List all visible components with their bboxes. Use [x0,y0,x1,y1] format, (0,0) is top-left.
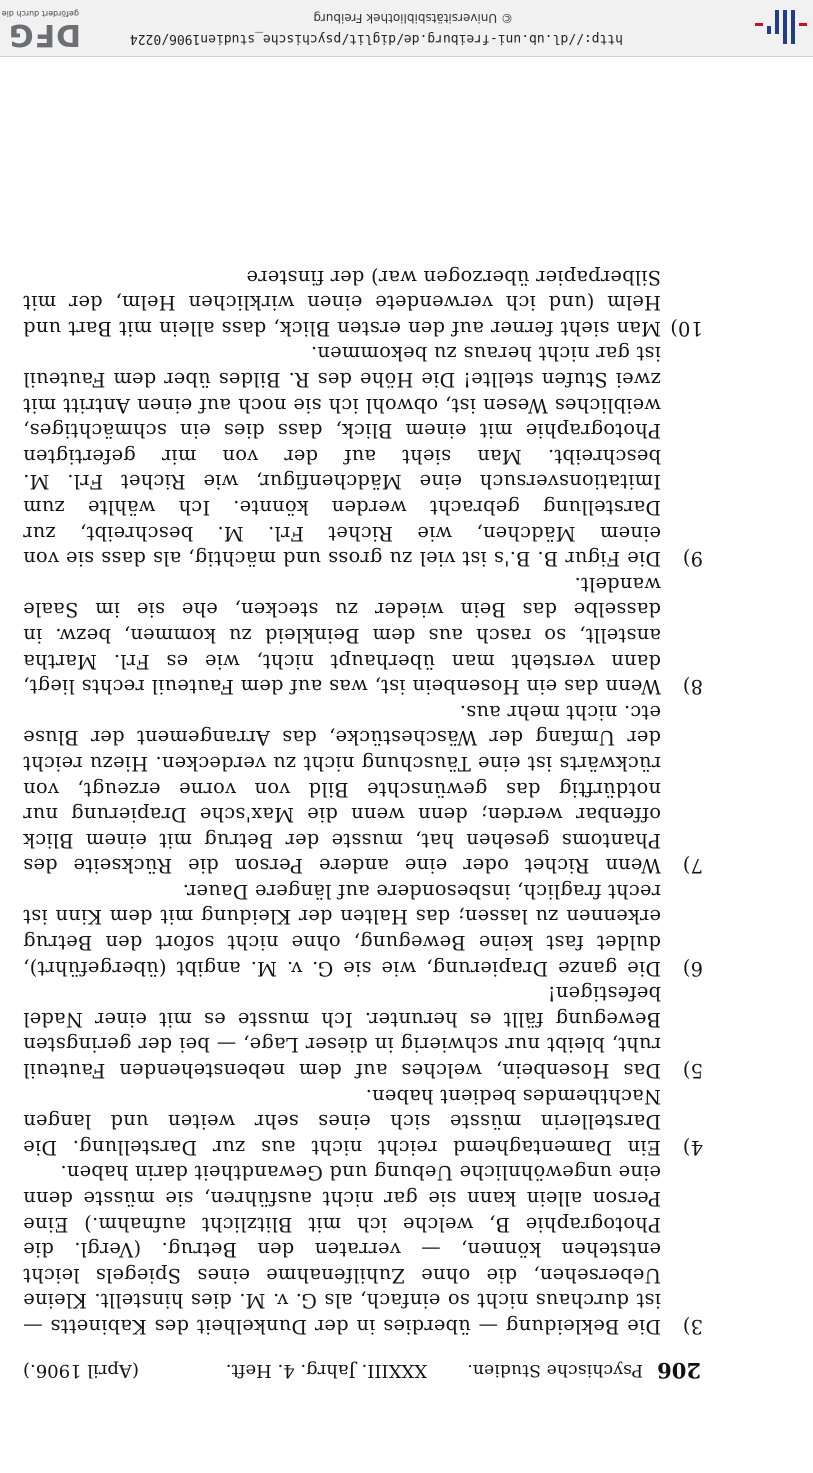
footnote-text: Die Figur B. B.'s ist viel zu gross und mächtig, als dass sie von einem Mädchen, wie Richet Frl. M. beschreibt, zur Darstellung gebracht werden könnte. Ich wählte zum Imitationsversuch eine Mädchenfigur, wie Richet Frl. M. beschreibt. Man sieht auf der von mir gefertigten Photographie mit einem Blick, dass dies ein schmächtiges, weibliches Wesen ist, obwohl ich sie noch auf einen Antritt mit zwei Stufen stellte! Die Höhe des R. Bildes über dem Fauteuil ist gar nicht heraus zu bekommen. [23,342,661,571]
copyright-notice: © Universitätsbibliothek Freiburg [313,11,513,25]
footnote-text: Das Hosenbein, welches auf dem nebenstehenden Fauteuil ruht, bleibt nur schwierig in dieser Lage, — bei der geringsten Bewegung fällt es herunter. Ich musste es mit einer Nadel befestigen! [23,982,661,1083]
footnote [23,571,703,699]
footnote-number: 6) [682,956,703,980]
footnote-number: 3) [682,1315,703,1338]
footnote-text: Ein Damentaghemd reicht nicht aus zur Darstellung. Die Darstellerin müsste sich eines sehr weiten und langen Nachthemdes bedient haben. [23,1084,661,1159]
footnote [23,1160,703,1339]
footnote-number: 8) [682,675,703,699]
dfg-logo [1,4,81,50]
ub-freiburg-logo-icon [745,6,807,48]
journal-title: Psychische Studien. [467,1360,643,1380]
issue-date: (April 1906.) [23,1360,139,1381]
footnote-number: 4) [682,1135,703,1159]
footnote [23,699,703,878]
footnotes [23,264,703,1339]
footnote [23,1083,703,1160]
footnote-number: 9) [682,547,703,571]
running-head [23,1353,703,1387]
issue-info: XXXIII. Jahrg. 4. Heft. [225,1360,427,1381]
footnote [23,981,703,1083]
footnote-text: Man sieht ferner auf den ersten Blick, dass allein mit Bart und Helm (und ich verwendete einen wirklichen Helm, der mit Silberpapier überzogen war) der finstere [23,265,661,340]
footnote [23,341,703,571]
footnote [23,264,703,341]
footnote-text: Die ganze Drapierung, wie sie G. v. M. angibt (übergeführt), duldet fast keine Bewegung, ohne nicht sofort den Betrug erkennen zu lassen; das Halten der Kleidung mit dem Kinn ist recht fraglich, insbesondere auf längere Dauer. [23,879,661,980]
footer-bar [0,0,813,57]
footnote-text: Wenn das ein Hosenbein ist, was auf dem Fauteuil rechts liegt, dann versteht man überhaupt nicht, wie es Frl. Martha anstellt, so rasch aus dem Beinkleid zu kommen, bezw. in dasselbe das Bein wieder zu stecken, ehe sie im Saale wandelt. [23,572,661,699]
page-content [23,264,703,1387]
dfg-logo-text: DFG [7,17,81,52]
footnote-text: Wenn Richet oder eine andere Person die Rückseite des Phantoms gesehen hat, musste der Betrug mit einem Blick offenbar werden; denn wenn die Max'sche Drapierung nur notdürftig das gewünschte Bild von vorne erzeugt, von rückwärts ist eine Täuschung nicht zu verdecken. Hiezu reicht der Umfang der Wäschestücke, das Arrangement der Bluse etc. nicht mehr aus. [23,700,661,878]
footnote-number: 5) [682,1059,703,1083]
footnote-text: Die Bekleidung — überdies in der Dunkelheit des Kabinetts — ist durchaus nicht so einfach, als G. v. M. dies hinstellt. Kleine Uebersehen, die ohne Zuhilfenahme eines Spiegels leicht entstehen können, — verraten den Betrug. (Vergl. die Photographie B, welche ich mit Blitzlicht aufnahm.) Eine Person allein kann sie gar nicht ausführen, sie müsste denn eine ungewöhnliche Uebung und Gewandtheit darin haben. [23,1161,661,1338]
footnote-number: 7) [682,854,703,878]
footnote [23,878,703,980]
footnote-number: 10) [670,316,703,340]
dfg-caption: gefördert durch die [1,9,79,18]
page-number: 206 [657,1358,701,1383]
document-url[interactable]: http://dl.ub.uni-freiburg.de/diglit/psychische_studien1906/0224 [129,31,623,46]
